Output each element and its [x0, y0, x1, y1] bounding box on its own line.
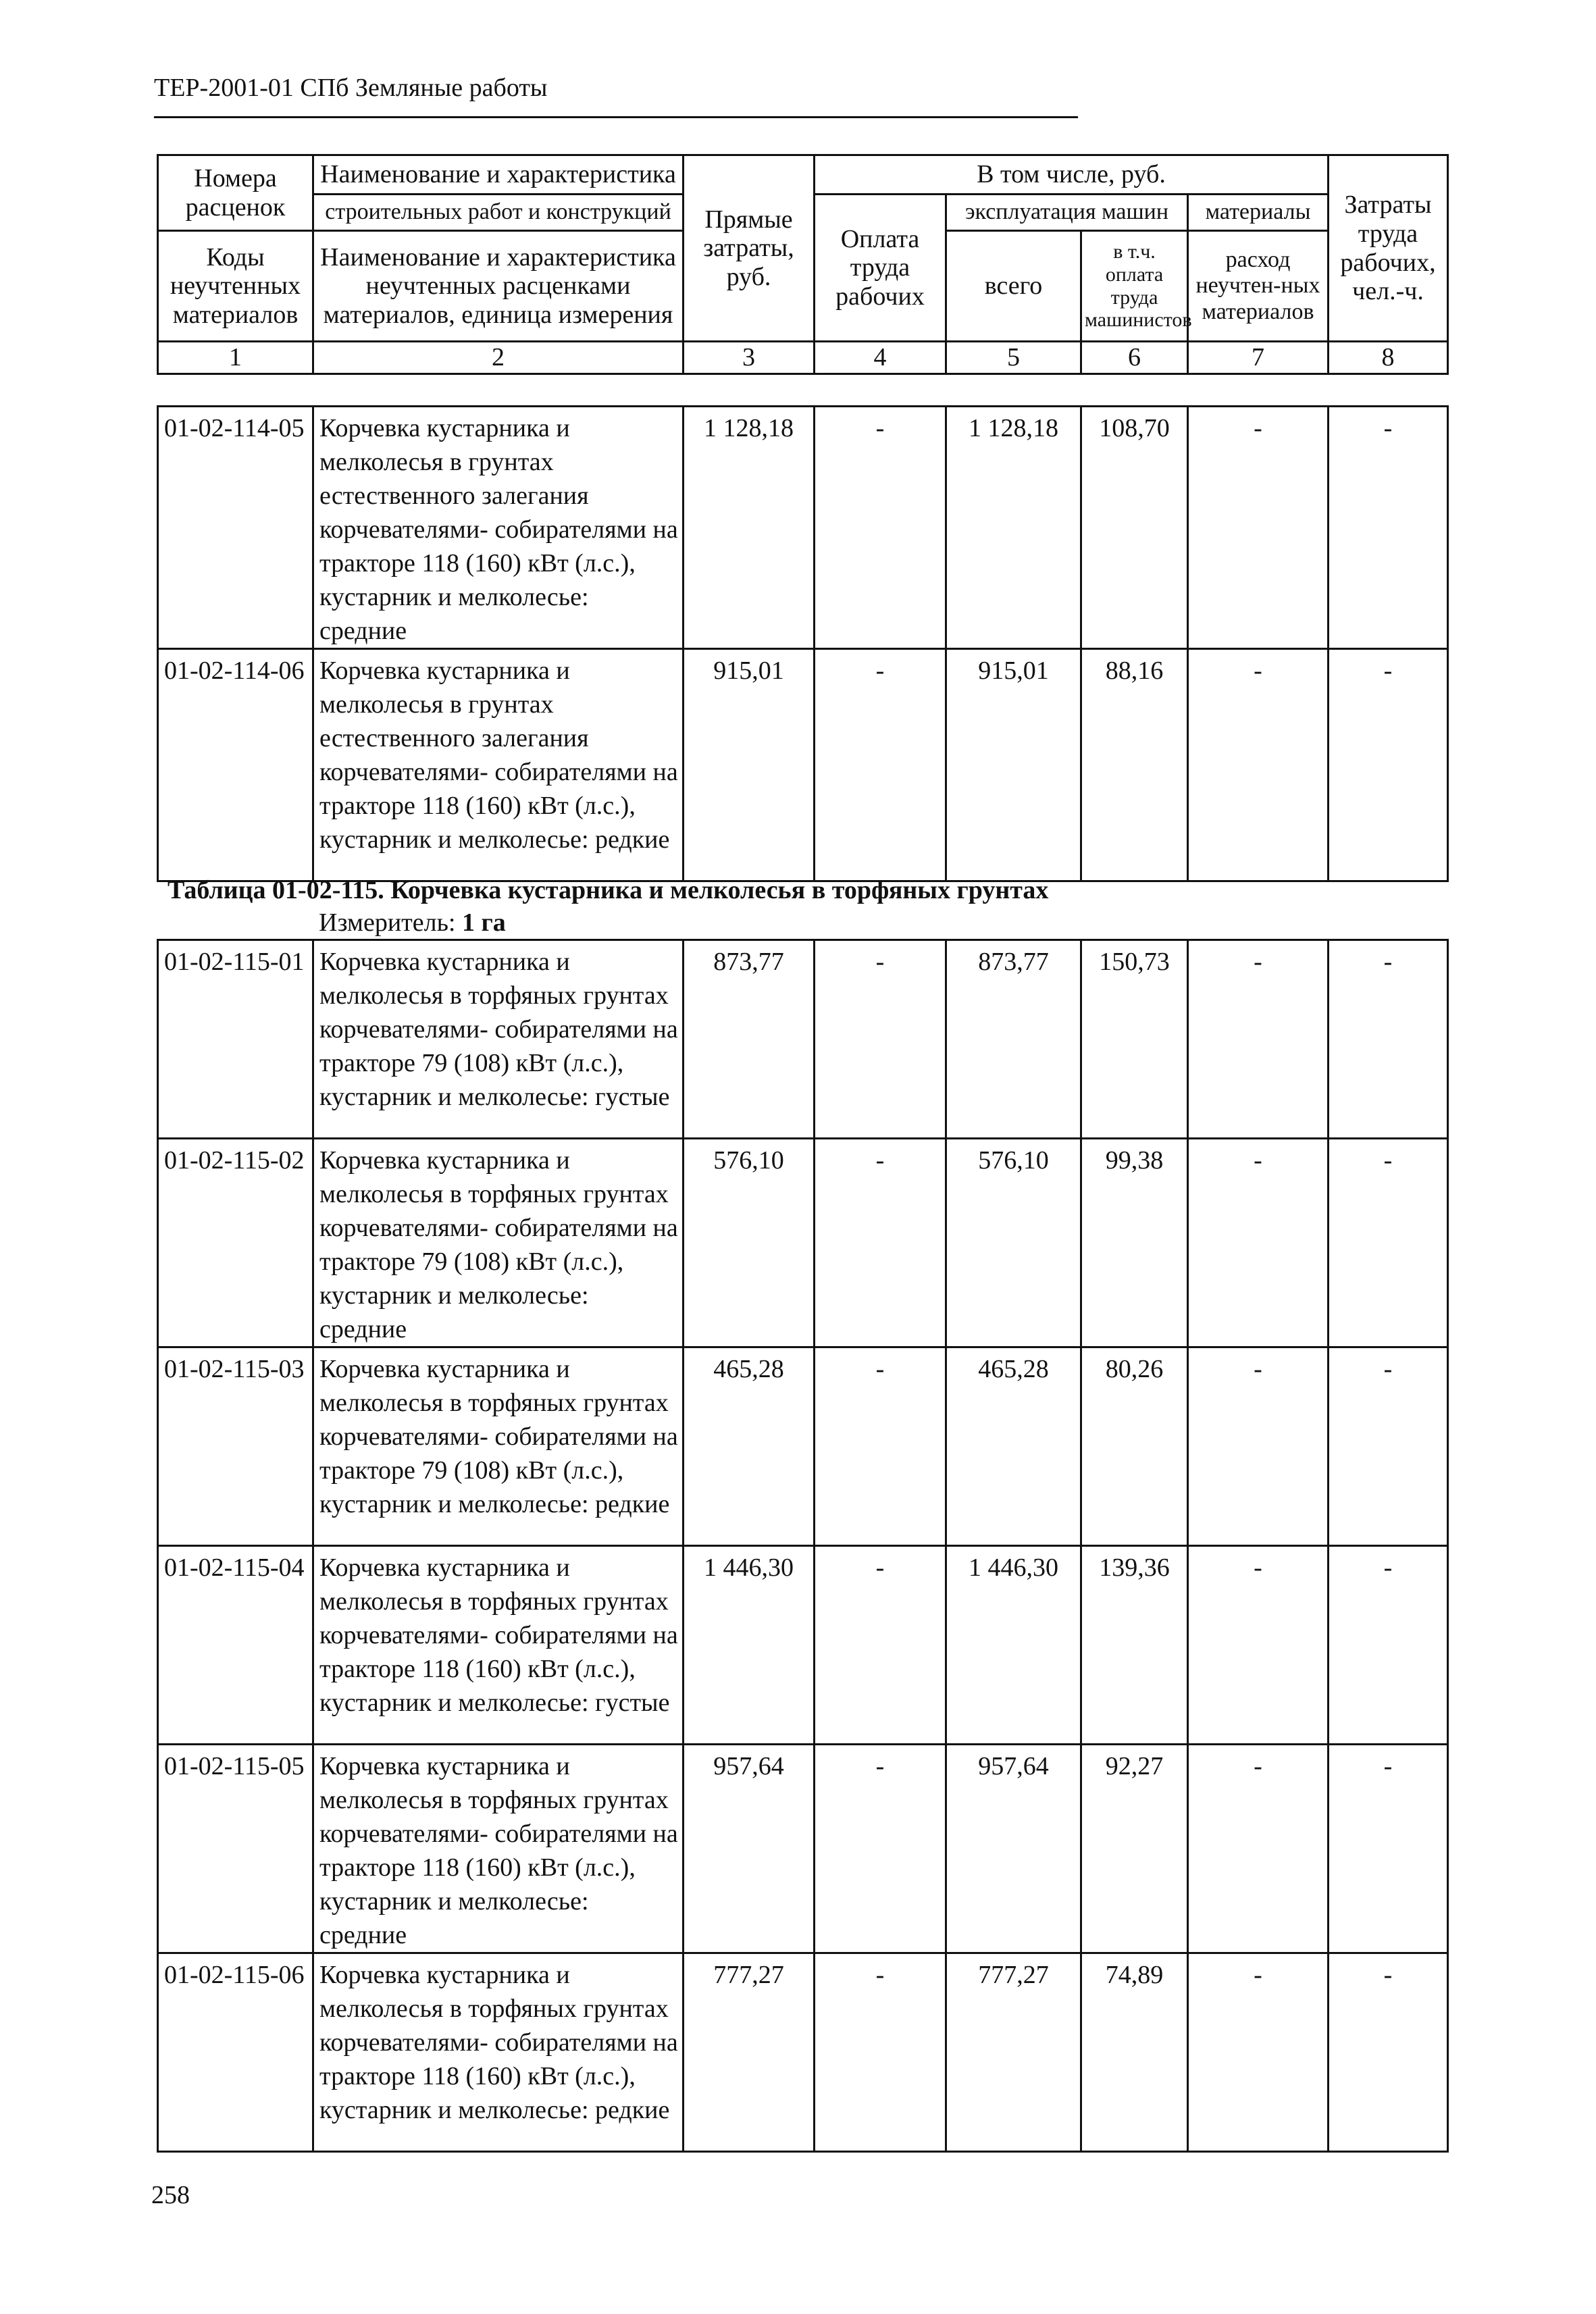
direct-costs-value: 777,27: [684, 1953, 815, 2152]
direct-costs-value: 915,01: [684, 649, 815, 881]
header-number-7: 7: [1188, 342, 1329, 374]
rate-code: 01-02-115-02: [158, 1139, 313, 1347]
header-material-codes: Коды неучтенных материалов: [158, 231, 313, 342]
labor-hours-value: -: [1329, 407, 1448, 649]
header-materials-group: материалы: [1188, 195, 1329, 231]
worker-pay-value: -: [815, 1745, 946, 1953]
rate-code: 01-02-115-01: [158, 940, 313, 1139]
rates-table-115: [157, 939, 1449, 2153]
worker-pay-value: -: [815, 1139, 946, 1347]
direct-costs-value: 465,28: [684, 1347, 815, 1546]
header-machinists-pay: в т.ч. оплата труда машинистов: [1081, 231, 1188, 342]
machines-total-value: 873,77: [946, 940, 1081, 1139]
materials-value: -: [1188, 1347, 1329, 1546]
labor-hours-value: -: [1329, 1745, 1448, 1953]
rate-name: Корчевка кустарника и мелколесья в торфяных грунтах корчевателями- собирателями на тракторе 79 (108) кВт (л.с.), кустарник и мелколесье: редкие: [313, 1347, 684, 1546]
machinists-pay-value: 139,36: [1081, 1546, 1188, 1745]
labor-hours-value: -: [1329, 1347, 1448, 1546]
rate-code: 01-02-115-05: [158, 1745, 313, 1953]
machinists-pay-value: 108,70: [1081, 407, 1188, 649]
header-number-1: 1: [158, 342, 313, 374]
machinists-pay-value: 80,26: [1081, 1347, 1188, 1546]
table-row: [158, 407, 1448, 649]
worker-pay-value: -: [815, 649, 946, 881]
rate-name: Корчевка кустарника и мелколесья в торфяных грунтах корчевателями- собирателями на тракторе 118 (160) кВт (л.с.), кустарник и мелколесье: средние: [313, 1745, 684, 1953]
header-worker-pay: Оплата труда рабочих: [815, 195, 946, 342]
header-number-8: 8: [1329, 342, 1448, 374]
header-machines-total: всего: [946, 231, 1081, 342]
machines-total-value: 1 446,30: [946, 1546, 1081, 1745]
worker-pay-value: -: [815, 1546, 946, 1745]
header-unaccounted-materials: расход неучтен-ных материалов: [1188, 231, 1329, 342]
direct-costs-value: 873,77: [684, 940, 815, 1139]
worker-pay-value: -: [815, 1953, 946, 2152]
rate-code: 01-02-114-06: [158, 649, 313, 881]
table-115-title: Таблица 01-02-115. Корчевка кустарника и мелколесья в торфяных грунтах: [168, 876, 1049, 904]
header-number-3: 3: [684, 342, 815, 374]
header-material-names: Наименование и характеристика неучтенных расценками материалов, единица измерения: [313, 231, 684, 342]
worker-pay-value: -: [815, 940, 946, 1139]
materials-value: -: [1188, 1546, 1329, 1745]
table-115-measure: [319, 908, 506, 937]
table-row: [158, 649, 1448, 881]
direct-costs-value: 1 446,30: [684, 1546, 815, 1745]
worker-pay-value: -: [815, 407, 946, 649]
rate-code: 01-02-115-03: [158, 1347, 313, 1546]
machinists-pay-value: 74,89: [1081, 1953, 1188, 2152]
materials-value: -: [1188, 940, 1329, 1139]
table-row: [158, 1953, 1448, 2152]
rate-code: 01-02-115-06: [158, 1953, 313, 2152]
header-rate-numbers: Номера расценок: [158, 155, 313, 231]
header-including-group: В том числе, руб.: [815, 155, 1329, 195]
header-rule: [154, 116, 1078, 118]
running-head: ТЕР-2001-01 СПб Земляные работы: [154, 74, 548, 102]
materials-value: -: [1188, 649, 1329, 881]
direct-costs-value: 1 128,18: [684, 407, 815, 649]
machinists-pay-value: 150,73: [1081, 940, 1188, 1139]
labor-hours-value: -: [1329, 1953, 1448, 2152]
machines-total-value: 576,10: [946, 1139, 1081, 1347]
machines-total-value: 957,64: [946, 1745, 1081, 1953]
header-number-4: 4: [815, 342, 946, 374]
rate-name: Корчевка кустарника и мелколесья в торфяных грунтах корчевателями- собирателями на тракторе 79 (108) кВт (л.с.), кустарник и мелколесье: средние: [313, 1139, 684, 1347]
header-labor-hours: Затраты труда рабочих, чел.-ч.: [1329, 155, 1448, 342]
rate-code: 01-02-115-04: [158, 1546, 313, 1745]
table-row: [158, 1546, 1448, 1745]
labor-hours-value: -: [1329, 649, 1448, 881]
materials-value: -: [1188, 1953, 1329, 2152]
rate-code: 01-02-114-05: [158, 407, 313, 649]
machines-total-value: 1 128,18: [946, 407, 1081, 649]
header-number-5: 5: [946, 342, 1081, 374]
machinists-pay-value: 88,16: [1081, 649, 1188, 881]
materials-value: -: [1188, 1139, 1329, 1347]
rate-name: Корчевка кустарника и мелколесья в грунтах естественного залегания корчевателями- собирателями на тракторе 118 (160) кВт (л.с.), кустарник и мелколесье: средние: [313, 407, 684, 649]
column-header-table: [157, 154, 1449, 375]
page-number: 258: [151, 2181, 190, 2209]
header-machines-group: эксплуатация машин: [946, 195, 1188, 231]
rate-name: Корчевка кустарника и мелколесья в торфяных грунтах корчевателями- собирателями на тракторе 79 (108) кВт (л.с.), кустарник и мелколесье: густые: [313, 940, 684, 1139]
labor-hours-value: -: [1329, 940, 1448, 1139]
machinists-pay-value: 92,27: [1081, 1745, 1188, 1953]
machines-total-value: 915,01: [946, 649, 1081, 881]
worker-pay-value: -: [815, 1347, 946, 1546]
machines-total-value: 465,28: [946, 1347, 1081, 1546]
header-number-6: 6: [1081, 342, 1188, 374]
rates-table-114: [157, 405, 1449, 882]
rate-name: Корчевка кустарника и мелколесья в торфяных грунтах корчевателями- собирателями на тракторе 118 (160) кВт (л.с.), кустарник и мелколесье: густые: [313, 1546, 684, 1745]
labor-hours-value: -: [1329, 1546, 1448, 1745]
header-number-2: 2: [313, 342, 684, 374]
materials-value: -: [1188, 407, 1329, 649]
rate-name: Корчевка кустарника и мелколесья в грунтах естественного залегания корчевателями- собирателями на тракторе 118 (160) кВт (л.с.), кустарник и мелколесье: редкие: [313, 649, 684, 881]
table-row: [158, 1139, 1448, 1347]
measure-value: 1 га: [462, 908, 506, 937]
rate-name: Корчевка кустарника и мелколесья в торфяных грунтах корчевателями- собирателями на тракторе 118 (160) кВт (л.с.), кустарник и мелколесье: редкие: [313, 1953, 684, 2152]
table-row: [158, 940, 1448, 1139]
direct-costs-value: 957,64: [684, 1745, 815, 1953]
header-direct-costs: Прямые затраты, руб.: [684, 155, 815, 342]
machinists-pay-value: 99,38: [1081, 1139, 1188, 1347]
header-work-name-a: Наименование и характеристика: [313, 155, 684, 195]
labor-hours-value: -: [1329, 1139, 1448, 1347]
machines-total-value: 777,27: [946, 1953, 1081, 2152]
measure-label: Измеритель:: [319, 908, 456, 937]
table-row: [158, 1745, 1448, 1953]
materials-value: -: [1188, 1745, 1329, 1953]
table-row: [158, 1347, 1448, 1546]
header-work-name-b: строительных работ и конструкций: [313, 195, 684, 231]
direct-costs-value: 576,10: [684, 1139, 815, 1347]
